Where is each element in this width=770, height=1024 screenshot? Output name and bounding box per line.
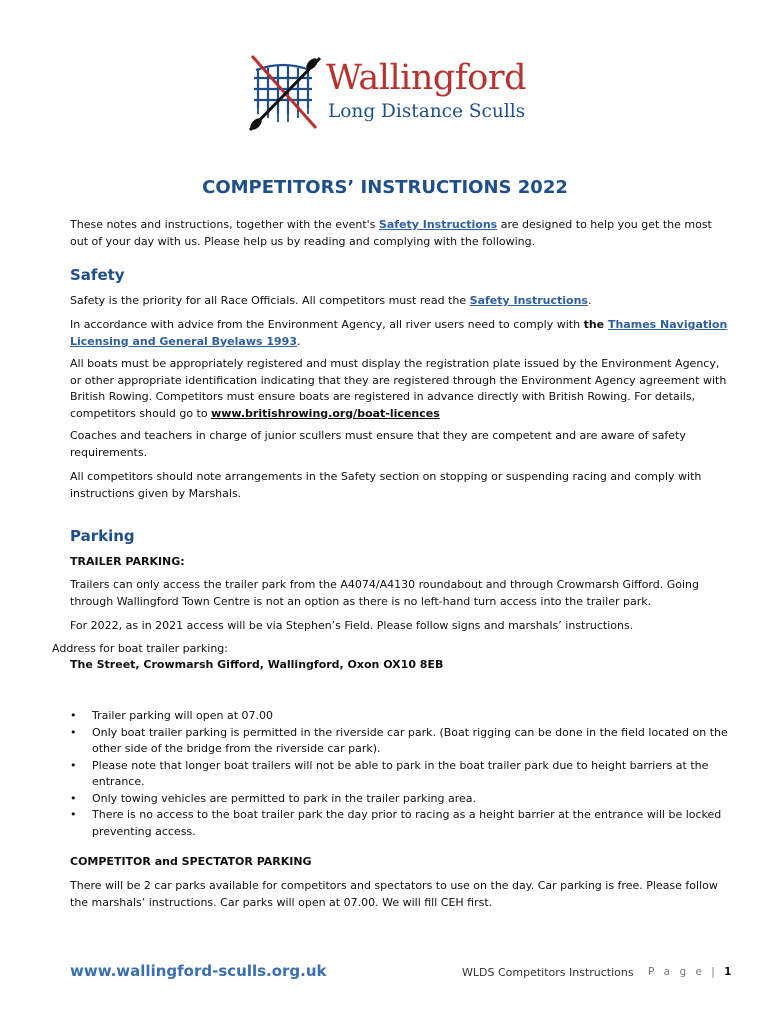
trailer-parking-heading: TRAILER PARKING: — [70, 555, 185, 568]
safety-p2-bold: the — [583, 318, 608, 331]
safety-p3-text: All boats must be appropriately registered and must display the registration plate issued by the Environment Agency, or other appropriate identification indicating that they are registered through the Environment Agency agreement with British Rowing. Competitors must ensure boats are registered in advance directly with British Rowing. For details, competitors should go to — [70, 357, 727, 420]
address-label: Address for boat trailer parking: — [52, 642, 228, 655]
parking-paragraph-2: For 2022, as in 2021 access will be via Stephen’s Field. Please follow signs and marshals’ instructions. — [70, 619, 634, 632]
logo-title: Wallingford — [326, 58, 526, 98]
intro-text-2: are designed to help you get the most out of your day with us. Please help us by reading and complying with the following. — [70, 218, 712, 248]
page-title: COMPETITORS’ INSTRUCTIONS 2022 — [202, 177, 568, 198]
british-rowing-link[interactable]: www.britishrowing.org/boat-licences — [211, 406, 440, 420]
list-item: • There is no access to the boat trailer park the day prior to racing as a height barrier at the entrance will be locked preventing access. — [70, 807, 730, 840]
page-number: 1 — [724, 966, 732, 978]
list-item: • Please note that longer boat trailers will not be able to park in the boat trailer park due to height barriers at the entrance. — [70, 758, 730, 791]
logo — [244, 52, 554, 132]
thames-byelaws-link[interactable]: Thames Navigation Licensing and General Byelaws 1993 — [70, 318, 728, 348]
intro-text-1: These notes and instructions, together with the event's — [70, 218, 379, 231]
portcullis-oars-icon — [244, 52, 324, 132]
spectator-parking-heading: COMPETITOR and SPECTATOR PARKING — [70, 855, 312, 868]
trailer-address: The Street, Crowmarsh Gifford, Wallingford, Oxon OX10 8EB — [70, 658, 444, 671]
parking-heading: Parking — [70, 527, 135, 545]
parking-rules-list — [70, 708, 730, 840]
safety-paragraph-2 — [70, 317, 730, 350]
list-item: • Only boat trailer parking is permitted in the riverside car park. (Boat rigging can be done in the field located on the other side of the bridge from the riverside car park). — [70, 725, 730, 758]
footer-website-link[interactable]: www.wallingford-sculls.org.uk — [70, 962, 327, 980]
safety-p2-end: . — [297, 334, 301, 348]
safety-heading: Safety — [70, 266, 125, 284]
safety-p1-text: Safety is the priority for all Race Officials. All competitors must read the — [70, 294, 470, 307]
list-item: • Trailer parking will open at 07.00 — [70, 708, 730, 725]
safety-paragraph-3 — [70, 356, 730, 422]
safety-paragraph-4: Coaches and teachers in charge of junior scullers must ensure that they are competent and are aware of safety requirements. — [70, 429, 686, 459]
intro-paragraph — [70, 217, 730, 250]
logo-subtitle: Long Distance Sculls — [328, 101, 526, 122]
footer-page-number: P a g e | 1 — [648, 966, 732, 978]
list-item: • Only towing vehicles are permitted to park in the trailer parking area. — [70, 791, 730, 808]
page-label: P a g e — [648, 966, 705, 978]
safety-paragraph-1 — [70, 293, 730, 310]
parking-paragraph-1: Trailers can only access the trailer park from the A4074/A4130 roundabout and through Crowmarsh Gifford. Going through Wallingford Town Centre is not an option as there is no left-hand turn access into the trailer park. — [70, 578, 700, 608]
footer-document-name: WLDS Competitors Instructions — [462, 966, 634, 979]
safety-instructions-link-2[interactable]: Safety Instructions — [469, 294, 588, 307]
safety-p2-text: In accordance with advice from the Environment Agency, all river users need to comply with — [70, 318, 584, 331]
safety-p1-end: . — [587, 294, 592, 307]
safety-paragraph-5: All competitors should note arrangements in the Safety section on stopping or suspending racing and comply with instructions given by Marshals. — [70, 470, 702, 500]
parking-paragraph-3: There will be 2 car parks available for competitors and spectators to use on the day. Car parking is free. Please follow the marshals’ instructions. Car parks will open at 07.00. We will fill CEH first. — [70, 879, 718, 909]
safety-instructions-link[interactable]: Safety Instructions — [378, 218, 498, 231]
